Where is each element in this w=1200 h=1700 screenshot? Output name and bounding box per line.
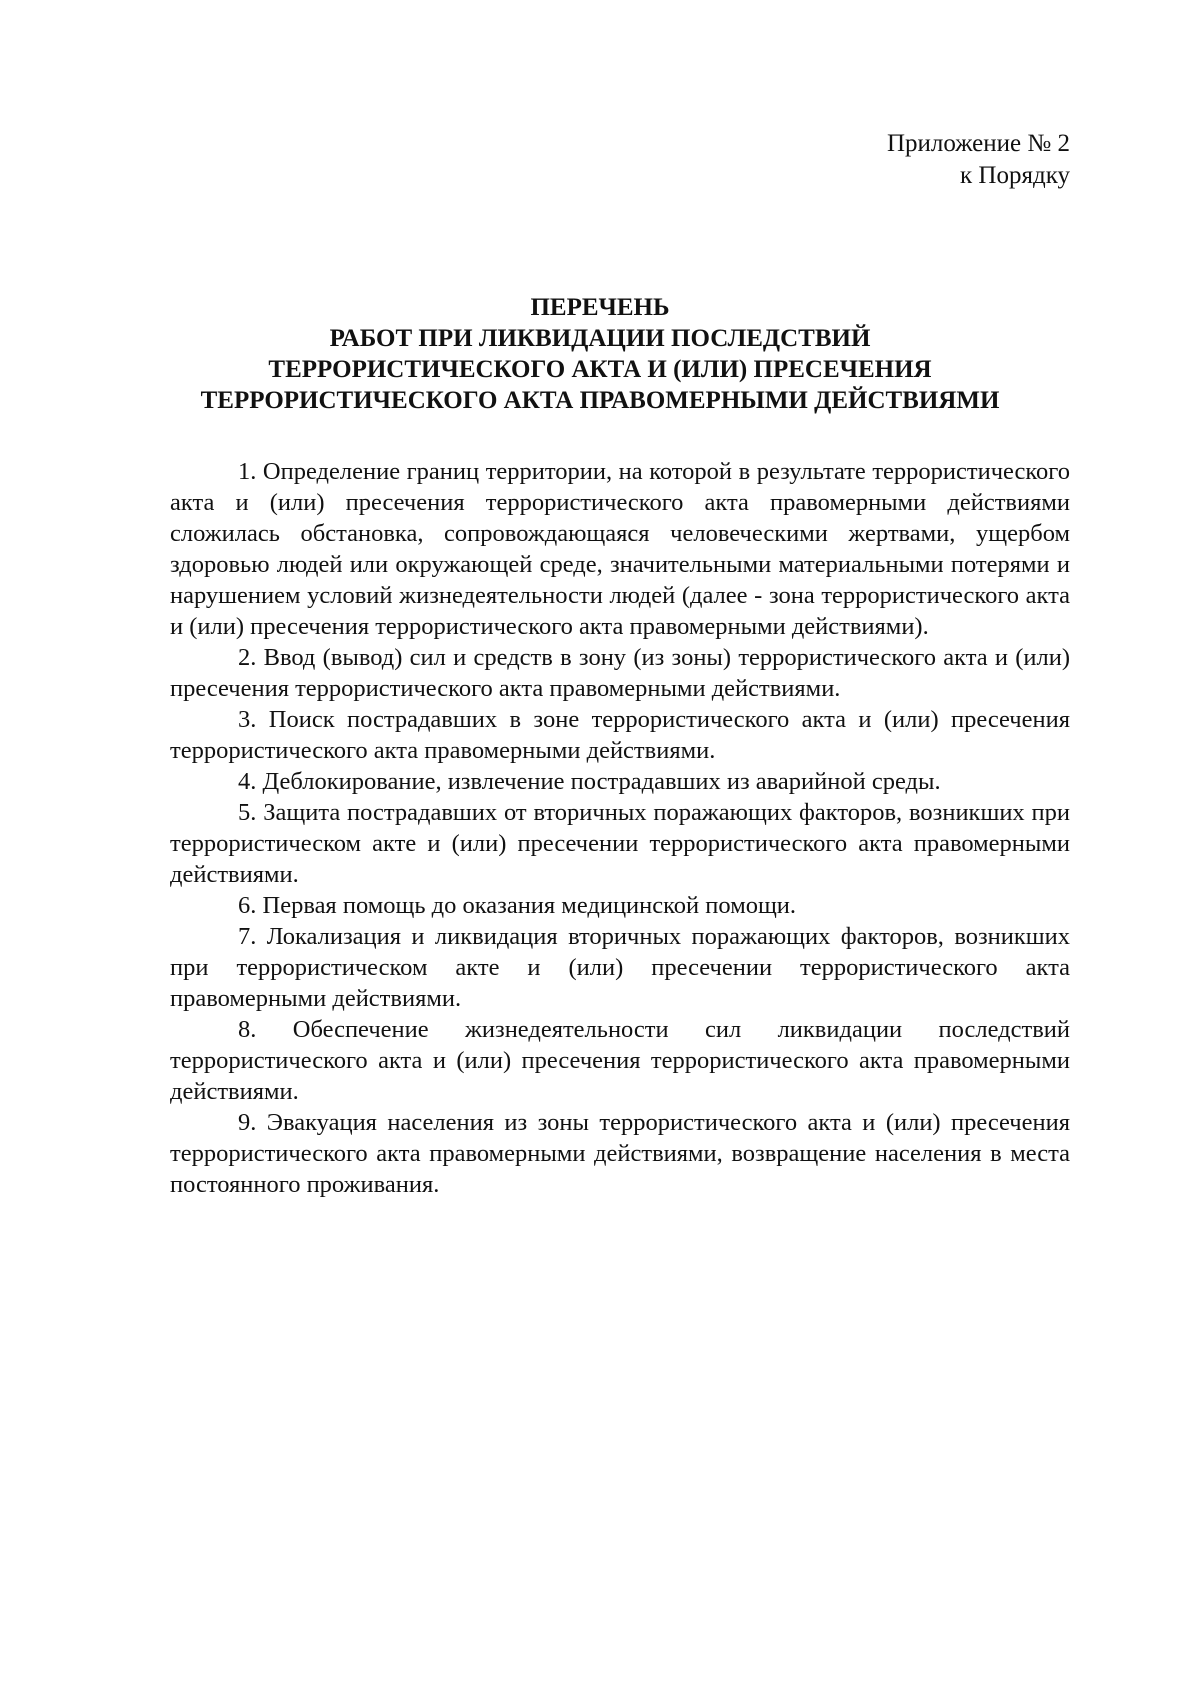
list-item-4: 4. Деблокирование, извлечение пострадавших из аварийной среды. xyxy=(238,768,941,795)
appendix-to-order: к Порядку xyxy=(960,162,1070,189)
list-item-3: 3. Поиск пострадавших в зоне террористического акта и (или) пресечения террористического акта правомерными действиями. xyxy=(170,706,1070,764)
items-list xyxy=(170,456,1070,1200)
title-line-3: ТЕРРОРИСТИЧЕСКОГО АКТА И (ИЛИ) ПРЕСЕЧЕНИЯ xyxy=(268,356,932,383)
appendix-reference xyxy=(887,128,1070,192)
title-line-2: РАБОТ ПРИ ЛИКВИДАЦИИ ПОСЛЕДСТВИЙ xyxy=(329,325,871,352)
list-item-2: 2. Ввод (вывод) сил и средств в зону (из зоны) террористического акта и (или) пресечения террористического акта правомерными действиями. xyxy=(170,644,1070,702)
document-title xyxy=(0,292,1200,416)
list-item-7: 7. Локализация и ликвидация вторичных поражающих факторов, возникших при террористическом акте и (или) пресечении террористического акта правомерными действиями. xyxy=(170,923,1070,1012)
list-item-9: 9. Эвакуация населения из зоны террористического акта и (или) пресечения террористического акта правомерными действиями, возвращение населения в места постоянного проживания. xyxy=(170,1109,1070,1198)
list-item-5: 5. Защита пострадавших от вторичных поражающих факторов, возникших при террористическом акте и (или) пресечении террористического акта правомерными действиями. xyxy=(170,799,1070,888)
title-line-1: ПЕРЕЧЕНЬ xyxy=(530,294,670,321)
list-item-1: 1. Определение границ территории, на которой в результате террористического акта и (или) пресечения террористического акта правомерными действиями сложилась обстановка, сопровождающаяся человеческими жертвами, ущербом здоровью людей или окружающей среде, значительными материальными потерями и нарушением условий жизнедеятельности людей (далее - зона террористического акта и (или) пресечения террористического акта правомерными действиями). xyxy=(170,458,1070,640)
list-item-8: 8. Обеспечение жизнедеятельности сил ликвидации последствий террористического акта и (или) пресечения террористического акта правомерными действиями. xyxy=(170,1016,1070,1105)
appendix-number: Приложение № 2 xyxy=(886,130,1070,157)
title-line-4: ТЕРРОРИСТИЧЕСКОГО АКТА ПРАВОМЕРНЫМИ ДЕЙСТВИЯМИ xyxy=(200,387,1000,414)
list-item-6: 6. Первая помощь до оказания медицинской помощи. xyxy=(238,892,797,919)
